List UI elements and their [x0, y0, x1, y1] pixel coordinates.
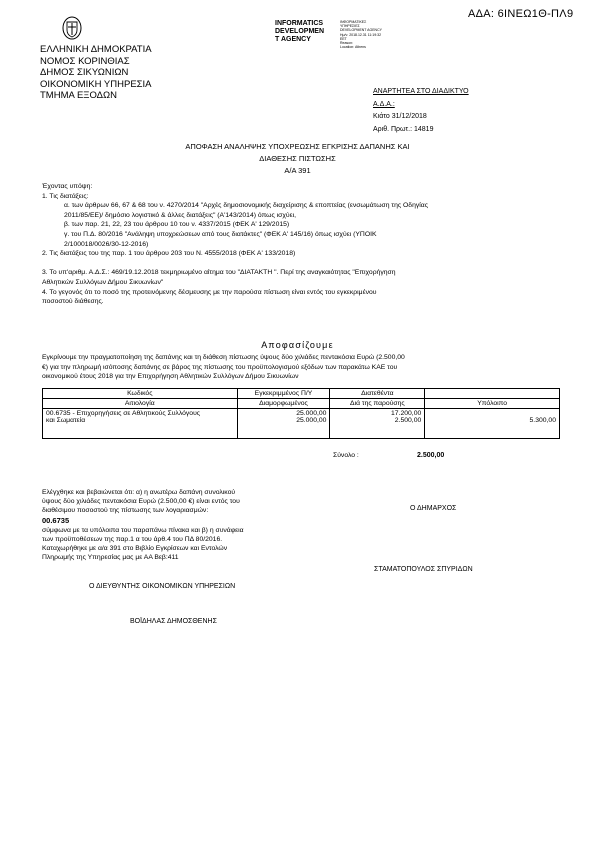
protocol-number: Αριθ. Πρωτ.: 14819	[373, 125, 434, 133]
mayor-name: ΣΤΑΜΑΤΟΠΟΥΛΟΣ ΣΠΥΡΙΔΩΝ	[374, 566, 473, 573]
org-line: ΔΗΜΟΣ ΣΙΚΥΩΝΙΩΝ	[40, 67, 129, 78]
verification-block: Ελέγχθηκε και βεβαιώνεται ότι: α) η ανωτέρω δαπάνη συνολικού ύψους δύο χιλιάδες πεντακόσια Ευρώ (2.500,00 €) είναι εντός του διαθέσιμου ποσοστού της πίστωσης των λογαριασμών: 00.6735 σύμφωνα με τα υπόλοιπα του παραπάνω πίνακα και β) η συνάφεια των προϋποθέσεων της παρ.1 α του άρθ.4 του ΠΔ 80/2016. Καταχωρήθηκε με α/α 391 στο Βιβλίο Εγκρίσεων και Εντολών Πληρωμής της Υπηρεσίας μας με ΑΑ Βεβ:411	[42, 489, 244, 561]
greek-emblem-icon	[62, 16, 82, 40]
table-cell: 17.200,00 2.500,00	[330, 409, 425, 439]
org-line: ΟΙΚΟΝΟΜΙΚΗ ΥΠΗΡΕΣΙΑ	[40, 78, 152, 90]
document-title: ΑΠΟΦΑΣΗ ΑΝΑΛΗΨΗΣ ΥΠΟΧΡΕΩΣΗΣ ΕΓΚΡΙΣΗΣ ΔΑΠΑΝΗΣ ΚΑΙ ΔΙΑΘΕΣΗΣ ΠΙΣΤΩΣΗΣ Α/Α 391	[185, 142, 410, 175]
col-header: Κωδικός	[43, 389, 238, 399]
col-header: Διαμορφωμένος	[237, 399, 330, 409]
table-cell: 25.000,00 25.000,00	[237, 409, 330, 439]
table-header-row	[43, 389, 560, 399]
col-header: Υπόλοιπο	[425, 399, 560, 409]
consideration-line: 4. Το γεγονός ότι το ποσό της προτεινόμενης δέσμευσης με την παρούσα πίστωση είναι εντός του εγκεκριμένου	[42, 288, 377, 296]
table-header-row	[43, 399, 560, 409]
consideration-line: Έχοντας υπόψη:	[42, 183, 93, 190]
digital-signature-logo: INFORMATICS DEVELOPMEN T AGENCY	[275, 20, 325, 43]
col-header: Εγκεκριμμένος Π/Υ	[237, 389, 330, 399]
account-code: 00.6735	[42, 516, 70, 525]
consideration-line: 1. Τις διατάξεις:	[42, 192, 89, 200]
table-row	[43, 409, 560, 439]
table-cell: 5.300,00	[425, 409, 560, 439]
organization-block	[40, 44, 152, 102]
consideration-line: α. των άρθρων 66, 67 & 68 του ν. 4270/2014 "Αρχές δημοσιονομικής διαχείρισης & εποπτείας (ενσωμάτωση της Οδηγίας	[64, 202, 428, 210]
considerations	[42, 182, 428, 307]
consideration-line	[42, 259, 428, 269]
col-header: Διά της παρούσης	[330, 399, 425, 409]
org-line: ΤΜΗΜΑ ΕΞΟΔΩΝ	[40, 90, 117, 101]
consideration-line: ποσοστού διάθεσης.	[42, 298, 104, 306]
consideration-line: Αθλητικών Συλλόγων Δήμου Σικυωνίων"	[42, 278, 164, 286]
decision-paragraph: Εγκρίνουμε την πραγματοποίηση της δαπάνης και τη διάθεση πίστωσης ύψους δύο χιλιάδες πεντακόσια Ευρώ (2.500,00 €) για την πληρωμή ισόποσης δαπάνης σε βάρος της πίστωσης του προϋπολογισμού εξόδων των παρακάτω ΚΑΕ του οικονομικού έτους 2018 για την Επιχορήγηση Αθλητικών Συλλόγων Δήμου Σικυωνίων	[42, 354, 405, 381]
document-date: Κιάτο 31/12/2018	[373, 113, 427, 120]
consideration-line: 3. Το υπ'αριθμ. Α.Δ.Σ.: 469/19.12.2018 τεκμηριωμένο αίτημα του "ΔΙΑΤΑΚΤΗ ". Περί της αναγκαιότητας "Επιχορήγηση	[42, 269, 396, 277]
ada-code: ΑΔΑ: 6ΙΝΕΩ1Θ-ΠΛ9	[468, 8, 574, 20]
col-header: Αιτιολογία	[43, 399, 238, 409]
consideration-line: 2. Τις διατάξεις του της παρ. 1 του άρθρου 203 του Ν. 4555/2018 (ΦΕΚ Α' 133/2018)	[42, 250, 296, 258]
mayor-title: Ο ΔΗΜΑΡΧΟΣ	[410, 505, 457, 512]
consideration-line: β. των παρ. 21, 22, 23 του άρθρου 10 του ν. 4337/2015 (ΦΕΚ Α' 129/2015)	[64, 221, 290, 229]
sum-value: 2.500,00	[417, 452, 445, 459]
budget-table	[42, 388, 560, 439]
col-header	[425, 389, 560, 399]
decision-heading: Αποφασίζουμε	[261, 340, 334, 350]
org-line: ΝΟΜΟΣ ΚΟΡΙΝΘΙΑΣ	[40, 55, 130, 67]
ada-label: Α.Δ.Α.:	[373, 100, 395, 108]
document-meta	[373, 86, 469, 136]
col-header: Διατεθέντα	[330, 389, 425, 399]
signatory-name: ΒΟΪΔΗΛΑΣ ΔΗΜΟΣΘΕΝΗΣ	[130, 618, 217, 625]
consideration-line: γ. του Π.Δ. 80/2016 "Ανάληψη υποχρεώσεων από τους διατάκτες" (ΦΕΚ Α' 145/16) όπως ισχύει (ΥΠΟΙΚ	[64, 230, 377, 238]
sum-label: Σύνολο :	[333, 452, 359, 459]
table-cell: 00.6735 - Επιχορηγήσεις σε Αθλητικούς Συλλόγους και Σωματεία	[43, 409, 238, 439]
consideration-line: 2/100018/0026/30-12-2016)	[64, 240, 149, 248]
director-title: Ο ΔΙΕΥΘΥΝΤΗΣ ΟΙΚΟΝΟΜΙΚΩΝ ΥΠΗΡΕΣΙΩΝ	[89, 583, 236, 590]
publish-note: ΑΝΑΡΤΗΤΕΑ ΣΤΟ ΔΙΑΔΙΚΤΥΟ	[373, 88, 469, 95]
digital-signature-details: ΙΝΦΟΡΜΑΤΙΚΕΣ ΥΠΗΡΕΣΙΕΣ DEVELOPMENT AGENCY Ημ/ν: 2018.12.31 11:19:32 EET Reason: Location: Athens	[340, 20, 382, 50]
consideration-line: 2011/85/ΕΕ)/ δημόσιο λογιστικό & άλλες διατάξεις" (Α'143/2014) όπως ισχύει,	[64, 211, 297, 219]
org-line: ΕΛΛΗΝΙΚΗ ΔΗΜΟΚΡΑΤΙΑ	[40, 44, 152, 55]
